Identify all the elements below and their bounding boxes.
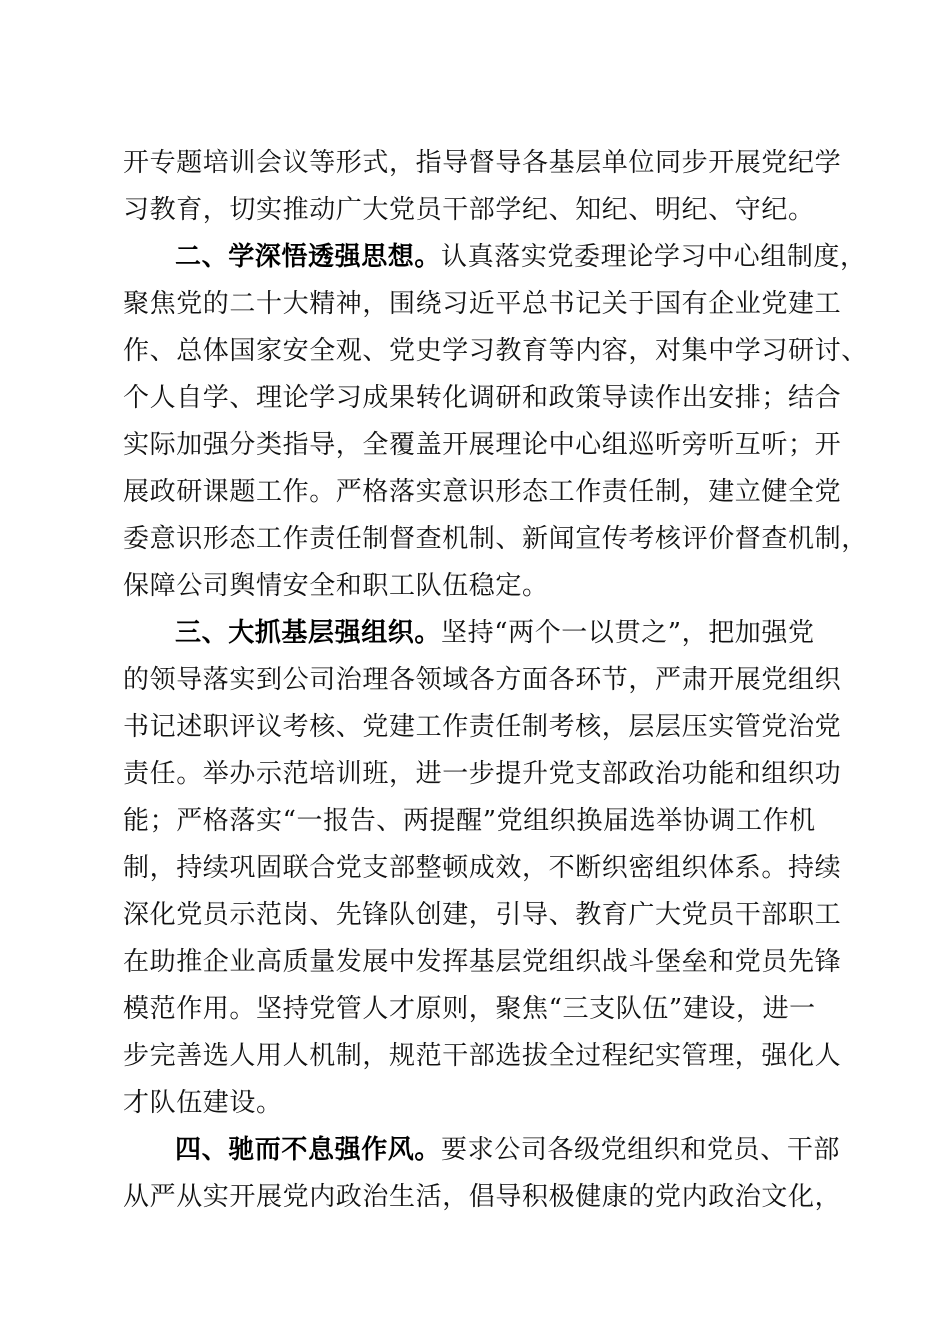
text-line: 习教育，切实推动广大党员干部学纪、知纪、明纪、守纪。 [123, 195, 815, 225]
section-2-first-line-text: 认真落实党委理论学习中心组制度， [441, 242, 867, 272]
text-line: 实际加强分类指导，全覆盖开展理论中心组巡听旁听互听；开 [123, 430, 842, 460]
text-line: 能；严格落实“一报告、两提醒”党组织换届选举协调工作机 [123, 806, 816, 836]
text-line: 的领导落实到公司治理各领域各方面各环节，严肃开展党组织 [123, 665, 842, 695]
section-4-heading: 四、驰而不息强作风。 [175, 1135, 442, 1165]
text-line: 深化党员示范岗、先锋队创建，引导、教育广大党员干部职工 [123, 900, 842, 930]
text-line: 步完善选人用人机制，规范干部选拔全过程纪实管理，强化人 [123, 1041, 842, 1071]
text-line: 个人自学、理论学习成果转化调研和政策导读作出安排；结合 [123, 383, 842, 413]
text-line: 展政研课题工作。严格落实意识形态工作责任制，建立健全党 [123, 477, 842, 507]
section-4-first-line-text: 要求公司各级党组织和党员、干部 [441, 1135, 841, 1165]
section-3-first-line-text: 坚持“两个一以贯之”，把加强党 [441, 618, 815, 648]
section-4-first-line [175, 1130, 895, 1170]
text-line: 模范作用。坚持党管人才原则，聚焦“三支队伍”建设，进一 [123, 994, 816, 1024]
text-line: 制，持续巩固联合党支部整顿成效，不断织密组织体系。持续 [123, 853, 842, 883]
section-2-heading: 二、学深悟透强思想。 [175, 242, 442, 272]
section-2-first-line [175, 237, 895, 277]
text-line: 聚焦党的二十大精神，围绕习近平总书记关于国有企业党建工 [123, 289, 842, 319]
section-3-first-line [175, 613, 895, 653]
text-line: 在助推企业高质量发展中发挥基层党组织战斗堡垒和党员先锋 [123, 947, 842, 977]
text-line: 责任。举办示范培训班，进一步提升党支部政治功能和组织功 [123, 759, 842, 789]
text-line: 保障公司舆情安全和职工队伍稳定。 [123, 571, 549, 601]
section-3-heading: 三、大抓基层强组织。 [175, 618, 442, 648]
text-line: 书记述职评议考核、党建工作责任制考核，层层压实管党治党 [123, 712, 842, 742]
text-line: 才队伍建设。 [123, 1088, 283, 1118]
text-line: 委意识形态工作责任制督查机制、新闻宣传考核评价督查机制， [123, 524, 868, 554]
text-line: 开专题培训会议等形式，指导督导各基层单位同步开展党纪学 [123, 148, 842, 178]
text-line: 从严从实开展党内政治生活，倡导积极健康的党内政治文化， [123, 1182, 842, 1212]
text-line: 作、总体国家安全观、党史学习教育等内容，对集中学习研讨、 [123, 336, 868, 366]
